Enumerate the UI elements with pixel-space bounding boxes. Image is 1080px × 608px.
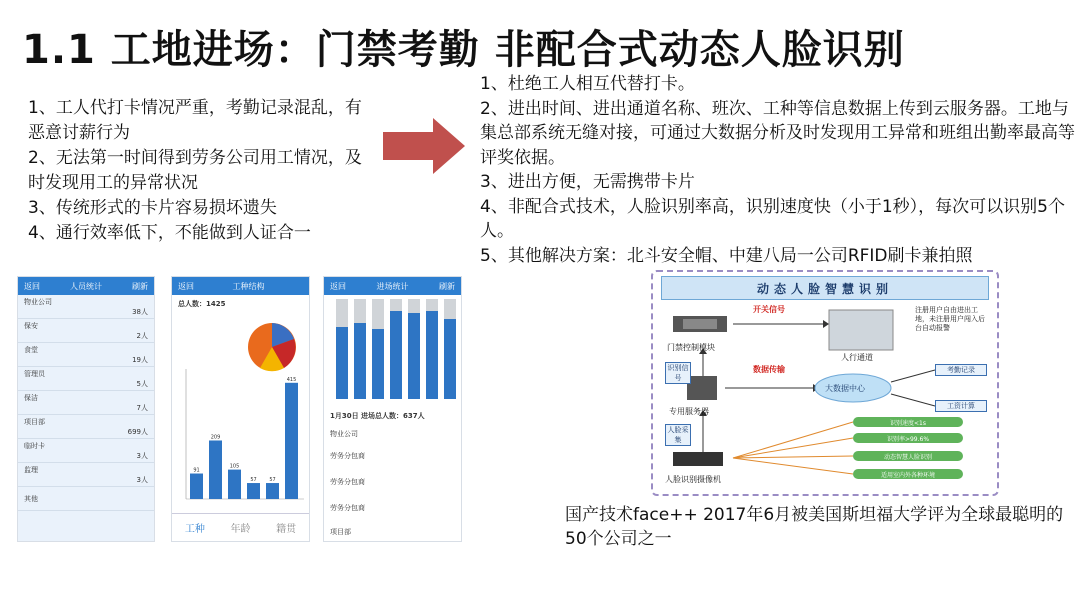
list-item: 其他 [18,487,154,511]
solution-list [480,72,1075,268]
right-arrow-icon [383,118,465,174]
feature-pill: 动态智慧人脸识别 [853,451,963,461]
problem-item: 2、无法第一时间得到劳务公司用工情况，及时发现用工的异常状况 [28,148,362,193]
diagram-title: 动态人脸智慧识别 [661,276,989,300]
back-link: 返回 [330,281,346,291]
bigdata-label: 大数据中心 [825,384,865,393]
tab-trade[interactable]: 工种 [184,524,205,535]
personnel-stats-screenshot [17,276,155,542]
feature-pill: 识别速度<1s [853,417,963,427]
trade-chart [172,309,309,509]
channel-label: 人行通道 [841,353,873,362]
tab-bar [172,513,309,535]
server-icon [687,376,717,400]
total-count: 总人数：1425 [178,300,226,308]
bar [266,483,279,499]
refresh-link: 刷新 [132,281,148,291]
list-item: 劳务分包商 [330,478,365,486]
solution-item: 2、进出时间、进出通道名称、班次、工种等信息数据上传到云服务器。工地与集总部系统无缝对接，可通过大数据分析及时发现用工异常和班组出勤率最高等评奖依据。 [480,98,1075,168]
problem-item: 4、通行效率低下，不能做到人证合一 [28,223,311,243]
bar [228,470,241,499]
bar-value-label: 105 [229,463,240,470]
channel-note: 注册用户自由进出工地，未注册用户闯入后台自动报警 [915,306,985,332]
bar [209,440,222,499]
problem-item: 1、工人代打卡情况严重，考勤记录混乱，有恶意讨薪行为 [28,98,362,143]
phone-header [18,277,154,295]
gate-icon [829,310,893,350]
list-item: 管理员 5人 [18,367,154,391]
tab-hometown[interactable]: 籍贯 [276,524,297,535]
bar-value-label: 57 [250,477,257,484]
attendance-box: 考勤记录 [935,364,987,376]
bar [247,483,260,499]
camera-label: 人脸识别摄像机 [665,475,721,484]
bar-value-label: 209 [210,434,221,441]
face-recognition-diagram [651,270,999,496]
solution-item: 4、非配合式技术，人脸识别率高，识别速度快（小于1秒），每次可以识别5个人。 [480,196,1065,241]
recog-signal-box: 识别信号 [665,362,691,384]
camera-icon [673,452,723,466]
list-item: 临时卡 3人 [18,439,154,463]
feature-pill: 识别率>99.6% [853,433,963,443]
door-module-label: 门禁控制模块 [667,343,715,352]
solution-item: 3、进出方便，无需携带卡片 [480,172,695,192]
face-collect-box: 人脸采集 [665,424,691,446]
bar-value-label: 57 [269,477,276,484]
list-item: 物业公司 38人 [18,295,154,319]
screen-title: 进场统计 [376,281,409,291]
bar [190,474,203,499]
bar [285,383,298,499]
list-item: 保安 2人 [18,319,154,343]
screen-title: 人员统计 [70,281,102,291]
page-title: 1.1 工地进场：门禁考勤 非配合式动态人脸识别 [22,27,905,73]
solution-item: 1、杜绝工人相互代替打卡。 [480,74,695,94]
date-summary: 1月30日 进场总人数：637人 [330,412,425,420]
entry-bar-chart [324,295,461,403]
back-link: 返回 [178,281,194,291]
list-item: 劳务分包商 [330,452,365,460]
switch-signal-label: 开关信号 [753,305,785,314]
feature-pill: 适用室内外各种环境 [853,469,963,479]
list-item: 项目部 699人 [18,415,154,439]
caption-text: 国产技术face++ 2017年6月被美国斯坦福大学评为全球最聪明的50个公司之一 [565,505,1064,549]
bar-value-label: 91 [193,467,200,474]
list-item: 保洁 7人 [18,391,154,415]
list-item: 食堂 19人 [18,343,154,367]
screen-title: 工种结构 [232,281,265,291]
solution-item: 5、其他解决方案：北斗安全帽、中建八局一公司RFID刷卡兼拍照 [480,245,973,266]
bar-value-label: 415 [286,376,297,383]
problem-item: 3、传统形式的卡片容易损坏遗失 [28,198,277,218]
payroll-box: 工资计算 [935,400,987,412]
entry-stats-screenshot [323,276,462,542]
list-item: 劳务分包商 [330,504,365,512]
back-link: 返回 [24,281,40,291]
problem-list [28,96,378,246]
tab-age[interactable]: 年龄 [230,524,251,535]
phone-header [324,277,461,295]
list-item: 监理 3人 [18,463,154,487]
trade-structure-screenshot [171,276,310,542]
list-item: 物业公司 [330,430,358,438]
data-transfer-label: 数据传输 [753,365,785,374]
list-item: 项目部 [330,528,351,536]
refresh-link: 刷新 [439,281,455,291]
server-label: 专用服务器 [669,407,709,416]
phone-header [172,277,309,295]
